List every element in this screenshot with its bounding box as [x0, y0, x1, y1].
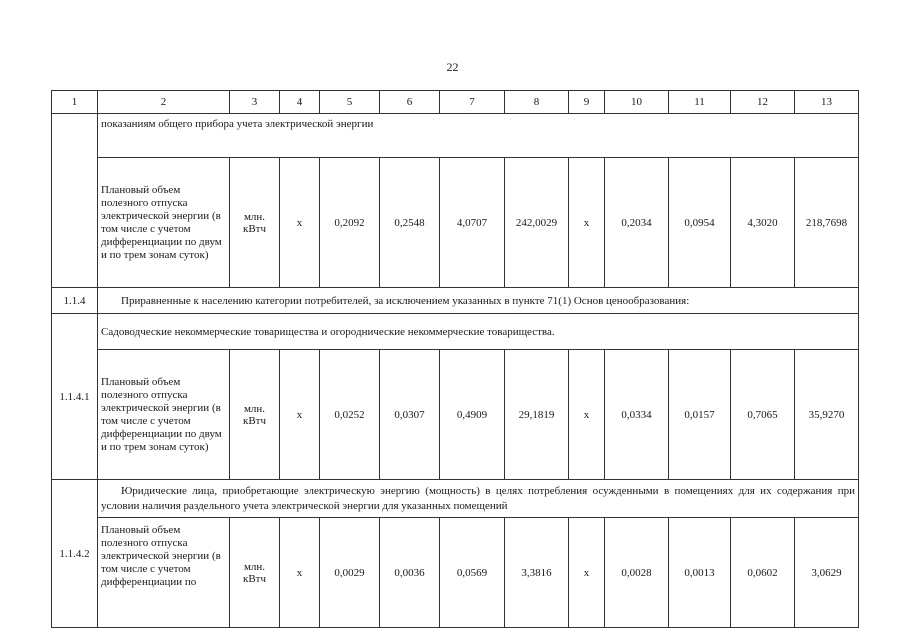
code-cell [52, 114, 98, 288]
value-cell: 0,0028 [605, 518, 669, 628]
value-cell: 0,0036 [380, 518, 440, 628]
header-cell: 4 [280, 91, 320, 114]
value-cell: х [280, 350, 320, 480]
value-cell: 3,0629 [795, 518, 859, 628]
value-cell: 0,0569 [440, 518, 505, 628]
tariff-table [51, 90, 859, 628]
header-cell: 2 [98, 91, 230, 114]
value-cell: 0,0602 [731, 518, 795, 628]
section-row [52, 480, 859, 518]
table-row [52, 350, 859, 480]
row-description: Плановый объем полезного отпуска электрической энергии (в том числе с учетом дифференциации по двум и по трем зонам суток) [98, 350, 230, 480]
header-row [52, 91, 859, 114]
value-cell: 4,0707 [440, 158, 505, 288]
value-cell: 0,0252 [320, 350, 380, 480]
value-cell: 218,7698 [795, 158, 859, 288]
value-cell: 4,3020 [731, 158, 795, 288]
value-cell: 0,7065 [731, 350, 795, 480]
header-cell: 11 [669, 91, 731, 114]
header-cell: 8 [505, 91, 569, 114]
value-cell: х [569, 350, 605, 480]
value-cell: х [280, 518, 320, 628]
header-cell: 5 [320, 91, 380, 114]
section-row [52, 288, 859, 314]
header-cell: 9 [569, 91, 605, 114]
value-cell: х [280, 158, 320, 288]
value-cell: 3,3816 [505, 518, 569, 628]
section-text: показаниям общего прибора учета электрической энергии [98, 114, 859, 158]
section-text: Приравненные к населению категории потребителей, за исключением указанных в пункте 71(1) Основ ценообразования: [98, 288, 859, 314]
header-cell: 3 [230, 91, 280, 114]
row-description: Плановый объем полезного отпуска электрической энергии (в том числе с учетом дифференциации по [98, 518, 230, 628]
value-cell: 0,0334 [605, 350, 669, 480]
value-cell: х [569, 158, 605, 288]
value-cell: 0,0307 [380, 350, 440, 480]
header-cell: 1 [52, 91, 98, 114]
value-cell: 0,0029 [320, 518, 380, 628]
code-cell: 1.1.4.1 [52, 314, 98, 480]
unit-cell: млн. кВтч [230, 350, 280, 480]
page-number: 22 [446, 60, 459, 74]
section-row [52, 114, 859, 158]
table-row [52, 158, 859, 288]
unit-cell: млн. кВтч [230, 158, 280, 288]
value-cell: 0,0013 [669, 518, 731, 628]
section-text: Юридические лица, приобретающие электрическую энергию (мощность) в целях потребления осужденными в помещениях для их содержания при условии наличия раздельного учета электрической энергии для указанных помещений [98, 480, 859, 518]
row-description: Плановый объем полезного отпуска электрической энергии (в том числе с учетом дифференциации по двум и по трем зонам суток) [98, 158, 230, 288]
header-cell: 6 [380, 91, 440, 114]
header-cell: 7 [440, 91, 505, 114]
code-cell: 1.1.4.2 [52, 480, 98, 628]
table-row [52, 518, 859, 628]
value-cell: 0,0157 [669, 350, 731, 480]
header-cell: 13 [795, 91, 859, 114]
unit-cell: млн. кВтч [230, 518, 280, 628]
value-cell: 242,0029 [505, 158, 569, 288]
header-cell: 10 [605, 91, 669, 114]
value-cell: 0,2548 [380, 158, 440, 288]
value-cell: 0,4909 [440, 350, 505, 480]
value-cell: 0,0954 [669, 158, 731, 288]
value-cell: 29,1819 [505, 350, 569, 480]
value-cell: 0,2034 [605, 158, 669, 288]
value-cell: 0,2092 [320, 158, 380, 288]
section-text: Садоводческие некоммерческие товарищества и огороднические некоммерческие товарищества. [98, 314, 859, 350]
value-cell: 35,9270 [795, 350, 859, 480]
header-cell: 12 [731, 91, 795, 114]
section-row [52, 314, 859, 350]
value-cell: х [569, 518, 605, 628]
code-cell: 1.1.4 [52, 288, 98, 314]
